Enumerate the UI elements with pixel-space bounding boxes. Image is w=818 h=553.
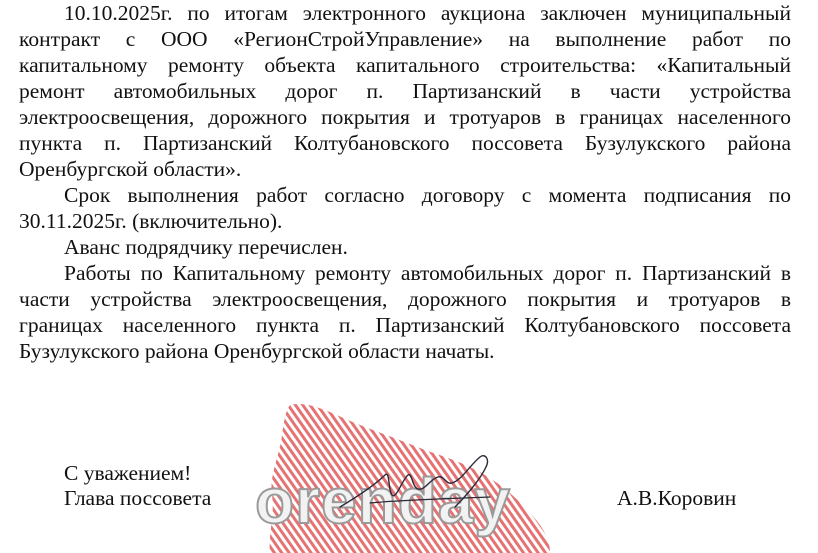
signatory-position: Глава поссовета [64, 486, 212, 510]
paragraph-4-line-1: Работы по Капитальному ремонту автомобильных дорог п. Партизанский в [64, 261, 791, 285]
paragraph-1-line-6: пункта п. Партизанский Колтубановского поссовета Бузулукского района [19, 131, 791, 155]
signatory-name: А.В.Коровин [617, 486, 737, 510]
watermark-text: orenday [255, 465, 511, 537]
paragraph-1-line-5: электроосвещения, дорожного покрытия и тротуаров в границах населенного [19, 105, 791, 129]
closing-regards: С уважением! [64, 461, 192, 485]
paragraph-1-line-4: ремонт автомобильных дорог п. Партизанский в части устройства [19, 79, 791, 103]
paragraph-4-line-3: границах населенного пункта п. Партизанский Колтубановского поссовета [19, 313, 791, 337]
paragraph-1-line-3: капитальному ремонту объекта капитального строительства: «Капитальный [19, 53, 791, 77]
paragraph-2-line-2: 30.11.2025г. (включительно). [19, 209, 283, 233]
paragraph-1-line-7: Оренбургской области». [19, 157, 242, 181]
paragraph-1-line-1: 10.10.2025г. по итогам электронного аукциона заключен муниципальный [64, 1, 791, 25]
paragraph-2-line-1: Срок выполнения работ согласно договору с момента подписания по [64, 183, 791, 207]
paragraph-3-line-1: Аванс подрядчику перечислен. [64, 235, 348, 259]
handwritten-signature [330, 445, 510, 525]
paragraph-4-line-4: Бузулукского района Оренбургской области начаты. [19, 339, 495, 363]
paragraph-1-line-2: контракт с ООО «РегионСтройУправление» на выполнение работ по [19, 27, 791, 51]
paragraph-4-line-2: части устройства электроосвещения, дорожного покрытия и тротуаров в [19, 287, 791, 311]
